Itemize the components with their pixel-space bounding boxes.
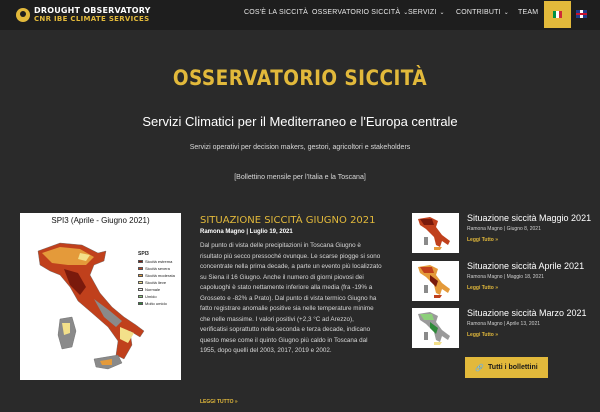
post-thumbnail[interactable] <box>412 261 459 301</box>
post-read-more-link[interactable]: Leggi Tutto » <box>467 285 499 291</box>
bulletin-note: [Bollettino mensile per l'Italia e la Toscana] <box>234 174 366 181</box>
chevron-down-icon: ⌄ <box>503 10 510 16</box>
featured-map-image[interactable] <box>20 213 181 380</box>
post-meta: Ramona Magno | Aprile 13, 2021 <box>467 321 541 327</box>
page-description: Servizi operativi per decision makers, gestori, agricoltori e stakeholders <box>189 144 411 151</box>
post-thumbnail[interactable] <box>412 308 459 348</box>
chevron-down-icon: ⌄ <box>403 10 409 16</box>
featured-post-meta: Ramona Magno | Luglio 19, 2021 <box>200 229 293 235</box>
logo-subtitle: CNR IBE CLIMATE SERVICES <box>34 15 150 23</box>
post-thumbnail[interactable] <box>412 213 459 253</box>
post-map-thumbnail <box>412 261 459 301</box>
all-bulletins-button[interactable]: 🔗 Tutti i bollettini <box>465 357 548 378</box>
link-icon: 🔗 <box>475 364 485 372</box>
post-title[interactable]: Situazione siccità Maggio 2021 <box>467 213 592 223</box>
featured-post-title[interactable]: SITUAZIONE SICCITÀ GIUGNO 2021 <box>200 215 376 226</box>
post-map-thumbnail <box>412 308 459 348</box>
map-legend: SPI3 Siccità estrema Siccità severa Siccità moderata Siccità lieve Normale Umido Molto umido <box>138 251 175 306</box>
nav-item-team[interactable]: TEAM <box>518 9 539 16</box>
logo-title: DROUGHT OBSERVATORY <box>34 6 151 15</box>
map-title: SPI3 (Aprile - Giugno 2021) <box>51 216 150 225</box>
nav-item-osservatorio[interactable]: OSSERVATORIO SICCITÀ ⌄ <box>312 9 409 16</box>
post-map-thumbnail <box>412 213 459 253</box>
post-title[interactable]: Situazione siccità Marzo 2021 <box>467 308 587 318</box>
language-italian[interactable] <box>544 1 571 28</box>
nav-item-servizi[interactable]: SERVIZI ⌄ <box>408 9 445 16</box>
page-subtitle: Servizi Climatici per il Mediterraneo e l'Europa centrale <box>142 114 458 129</box>
post-item <box>412 261 585 301</box>
drop-logo-icon <box>16 8 30 22</box>
uk-flag-icon[interactable] <box>576 10 587 18</box>
it-flag-icon <box>553 11 563 18</box>
post-meta: Ramona Magno | Giugno 8, 2021 <box>467 226 541 232</box>
site-header <box>0 0 600 30</box>
page-title: OSSERVATORIO SICCITÀ <box>172 66 428 90</box>
post-item <box>412 213 592 253</box>
post-title[interactable]: Situazione siccità Aprile 2021 <box>467 261 585 271</box>
post-read-more-link[interactable]: Leggi Tutto » <box>467 332 499 338</box>
post-read-more-link[interactable]: Leggi Tutto » <box>467 237 499 243</box>
nav-item-contributi[interactable]: CONTRIBUTI ⌄ <box>456 9 510 16</box>
post-item <box>412 308 587 348</box>
featured-post-body: Dal punto di vista delle precipitazioni in Toscana Giugno è risultato più secco pressoché ovunque. Le scarse piogge si sono concentrate nella prima decade, a parte un evento più localizzato su Siena il 16 Giugno. Anche il numero di giorni piovosi dei capoluoghi è stato nettamente inferiore alla media (fra -19% a Grosseto e -82% a Prato). Dal punto di vista termico Giugno ha fatto registrare anomalie positive sia nelle temperature minime che nelle massime. I valori positivi (+2,3 °C ad Arezzo), verificatisi soprattutto nella seconda e terza decade, indicano questo mese come il quinto Giugno più caldo in Toscana dal 1955, dopo quelli del 2003, 2017, 2019 e 2002. <box>200 242 382 354</box>
post-meta: Ramona Magno | Maggio 18, 2021 <box>467 274 544 280</box>
chevron-down-icon: ⌄ <box>439 10 445 16</box>
featured-read-more-link[interactable]: LEGGI TUTTO » <box>200 399 238 405</box>
nav-item-cos-e-la-siccita[interactable]: COS'È LA SICCITÀ <box>244 9 309 16</box>
site-logo[interactable] <box>16 7 151 23</box>
